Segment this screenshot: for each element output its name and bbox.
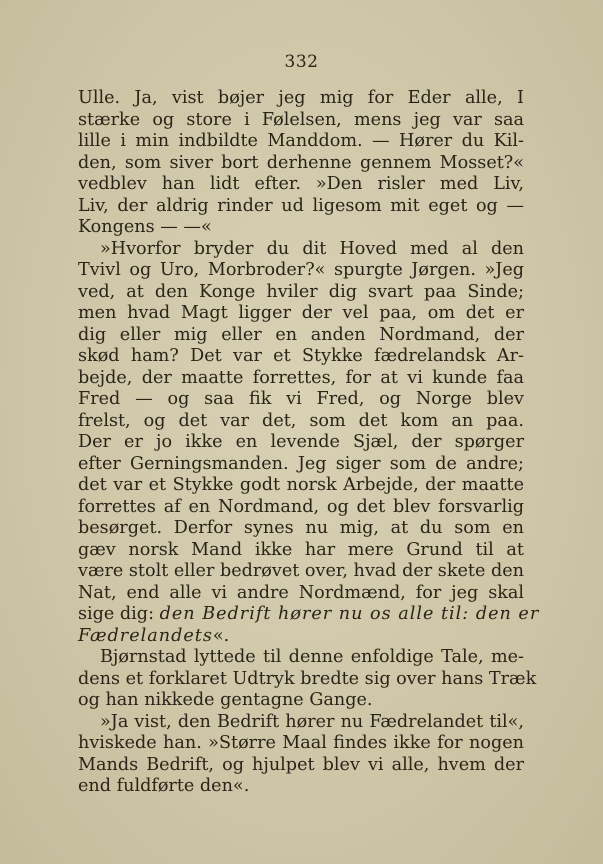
text-line — [78, 647, 524, 669]
text-line — [78, 604, 540, 626]
text-run: Bjørnstad lyttede til denne enfoldige Tale, me- — [100, 647, 524, 667]
text-run: frelst, og det var det, som det kom an paa. — [78, 410, 524, 431]
text-run: bejde, der maatte forrettes, for at vi kunde faa — [78, 367, 524, 388]
text-line — [78, 690, 524, 712]
text-run: Der er jo ikke en levende Sjæl, der spørger — [78, 432, 524, 452]
text-line — [78, 561, 524, 583]
text-run: Ulle. Ja, vist bøjer jeg mig for Eder alle, I — [78, 88, 524, 108]
text-line — [78, 755, 524, 777]
text-line — [78, 217, 524, 239]
text-run: dens et forklaret Udtryk bredte sig over hans Træk — [78, 668, 537, 689]
text-run: «. — [212, 625, 230, 646]
text-run: og han nikkede gentagne Gange. — [78, 690, 373, 710]
text-run: »Hvorfor bryder du dit Hoved med al den — [100, 238, 524, 259]
text-line — [78, 540, 524, 562]
text-run: Fred — og saa fik vi Fred, og Norge blev — [78, 389, 524, 409]
text-line — [78, 368, 524, 390]
text-run: være stolt eller bedrøvet over, hvad der skete den — [78, 561, 524, 581]
text-line — [78, 196, 524, 218]
text-line — [78, 303, 524, 325]
text-run: Mands Bedrift, og hjulpet blev vi alle, hvem der — [78, 754, 524, 775]
text-run: Tvivl og Uro, Morbroder?« spurgte Jørgen. »Jeg — [78, 260, 524, 280]
text-line — [78, 174, 524, 196]
text-run: Kongens — —« — [78, 217, 212, 237]
text-line — [78, 153, 524, 175]
text-run: sige dig: — [78, 604, 160, 624]
text-line — [78, 583, 524, 605]
text-run: besørget. Derfor synes nu mig, at du som en — [78, 518, 524, 538]
text-run: end fuldførte den«. — [78, 776, 250, 796]
text-line — [78, 88, 524, 110]
text-run: ved, at den Konge hviler dig svart paa Sinde; — [78, 281, 524, 302]
text-run: dig eller mig eller en anden Nordmand, der — [78, 324, 524, 345]
text-line — [78, 389, 524, 411]
text-line — [78, 626, 524, 648]
text-line — [78, 432, 524, 454]
text-run: det var et Stykke godt norsk Arbejde, der maatte — [78, 475, 524, 495]
text-run: skød ham? Det var et Stykke fædrelandsk Ar- — [78, 346, 524, 366]
text-line — [78, 475, 524, 497]
text-run: Liv, der aldrig rinder ud ligesom mit eget og — — [78, 195, 524, 216]
text-line — [78, 411, 524, 433]
text-run: Nat, end alle vi andre Nordmænd, for jeg skal — [78, 582, 524, 603]
text-run: gæv norsk Mand ikke har mere Grund til at — [78, 539, 524, 560]
emphasized-text: Fædrelandets — [78, 625, 213, 646]
text-run: den, som siver bort derhenne gennem Mosset?« — [78, 152, 524, 173]
text-line — [78, 733, 524, 755]
text-run: lille i min indbildte Manddom. — Hører du Kil- — [78, 131, 524, 151]
text-run: forrettes af en Nordmand, og det blev forsvarlig — [78, 496, 524, 517]
text-line — [78, 712, 524, 734]
page-number: 332 — [284, 52, 319, 72]
text-line — [78, 325, 524, 347]
text-line — [78, 518, 524, 540]
text-line — [78, 110, 524, 132]
text-line — [78, 668, 537, 691]
text-run: hviskede han. »Større Maal findes ikke for nogen — [78, 733, 524, 753]
text-run: men hvad Magt ligger der vel paa, om det er — [78, 303, 524, 323]
body-text — [78, 88, 540, 798]
text-line — [78, 131, 524, 153]
text-run: vedblev han lidt efter. »Den risler med Liv, — [78, 174, 524, 194]
text-run: »Ja vist, den Bedrift hører nu Fædrelandet til«, — [100, 711, 524, 732]
text-line — [78, 239, 524, 261]
text-line — [78, 497, 524, 519]
text-line — [78, 454, 524, 476]
text-run: efter Gerningsmanden. Jeg siger som de andre; — [78, 453, 524, 474]
text-line — [78, 346, 524, 368]
text-run: stærke og store i Følelsen, mens jeg var saa — [78, 109, 524, 130]
text-line — [78, 282, 524, 304]
text-line — [78, 776, 524, 798]
emphasized-text: den Bedrift hører nu os alle til: den er — [159, 604, 540, 624]
text-line — [78, 260, 524, 282]
